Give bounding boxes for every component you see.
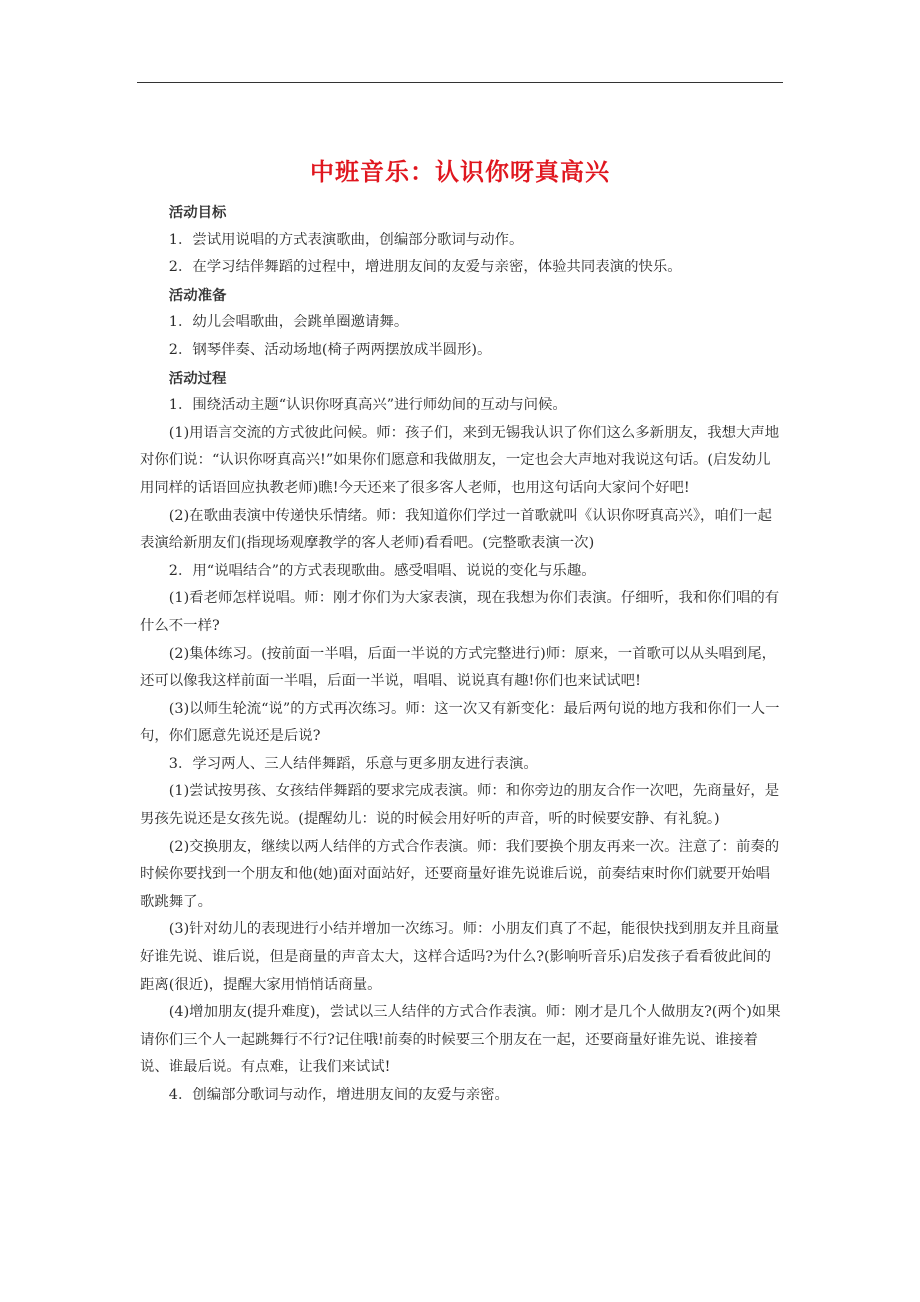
paragraph: (3)以师生轮流“说”的方式再次练习。师：这一次又有新变化：最后两句说的地方我和你们一人一句，你们愿意先说还是后说? — [140, 700, 780, 745]
paragraph: (2)集体练习。(按前面一半唱，后面一半说的方式完整进行)师：原来，一首歌可以从头唱到尾，还可以像我这样前面一半唱，后面一半说，唱唱、说说真有趣!你们也来试试吧! — [140, 645, 777, 690]
top-rule — [137, 82, 783, 83]
section-heading-preparation: 活动准备 — [168, 286, 227, 304]
paragraph: 4．创编部分歌词与动作，增进朋友间的友爱与亲密。 — [168, 1087, 509, 1103]
paragraph: (1)看老师怎样说唱。师：刚才你们为大家表演，现在我想为你们表演。仔细听，我和你们唱的有什么不一样? — [140, 590, 780, 634]
section-heading-process: 活动过程 — [168, 369, 227, 387]
paragraph: 1．围绕活动主题“认识你呀真高兴”进行师幼间的互动与问候。 — [168, 397, 567, 414]
paragraph: (3)针对幼儿的表现进行小结并增加一次练习。师：小朋友们真了不起，能很快找到朋友并且商量好谁先说、谁后说，但是商量的声音太大，这样合适吗?为什么?(影响听音乐)启发孩子看看彼此间的距离(很近)，提醒大家用悄悄话商量。 — [140, 921, 780, 993]
paragraph: 2．用“说唱结合”的方式表现歌曲。感受唱唱、说说的变化与乐趣。 — [168, 562, 596, 579]
paragraph: 2．在学习结伴舞蹈的过程中，增进朋友间的友爱与亲密，体验共同表演的快乐。 — [168, 259, 682, 276]
paragraph: 2．钢琴伴奏、活动场地(椅子两两摆放成半圆形)。 — [168, 341, 492, 358]
document-body — [140, 199, 782, 1110]
paragraph: 3．学习两人、三人结伴舞蹈，乐意与更多朋友进行表演。 — [168, 755, 538, 772]
paragraph: (1)尝试按男孩、女孩结伴舞蹈的要求完成表演。师：和你旁边的朋友合作一次吧，先商量好，是男孩先说还是女孩先说。(提醒幼儿：说的时候会用好听的声音，听的时候要安静、有礼貌。) — [140, 783, 780, 828]
paragraph: (2)交换朋友，继续以两人结伴的方式合作表演。师：我们要换个朋友再来一次。注意了：前奏的时候你要找到一个朋友和他(她)面对面站好，还要商量好谁先说谁后说，前奏结束时你们就要开始唱歌跳舞了。 — [140, 838, 780, 910]
paragraph: 1．尝试用说唱的方式表演歌曲，创编部分歌词与动作。 — [168, 231, 524, 248]
paragraph: 1．幼儿会唱歌曲，会跳单圈邀请舞。 — [168, 314, 409, 331]
paragraph: (1)用语言交流的方式彼此问候。师：孩子们，来到无锡我认识了你们这么多新朋友，我想大声地对你们说：“认识你呀真高兴!”如果你们愿意和我做朋友，一定也会大声地对我说这句话。(启发幼儿用同样的话语回应执教老师)瞧!今天还来了很多客人老师，也用这句话向大家问个好吧! — [140, 424, 780, 496]
document-title: 中班音乐：认识你呀真高兴 — [310, 157, 610, 186]
section-heading-goals: 活动目标 — [168, 204, 227, 221]
paragraph: (2)在歌曲表演中传递快乐情绪。师：我知道你们学过一首歌就叫《认识你呀真高兴》，咱们一起表演给新朋友们(指现场观摩教学的客人老师)看看吧。(完整歌表演一次) — [140, 507, 772, 552]
paragraph: (4)增加朋友(提升难度)，尝试以三人结伴的方式合作表演。师：刚才是几个人做朋友?(两个)如果请你们三个人一起跳舞行不行?记住哦!前奏的时候要三个朋友在一起，还要商量好谁先说、谁接着说、谁最后说。有点难，让我们来试试! — [140, 1004, 781, 1076]
